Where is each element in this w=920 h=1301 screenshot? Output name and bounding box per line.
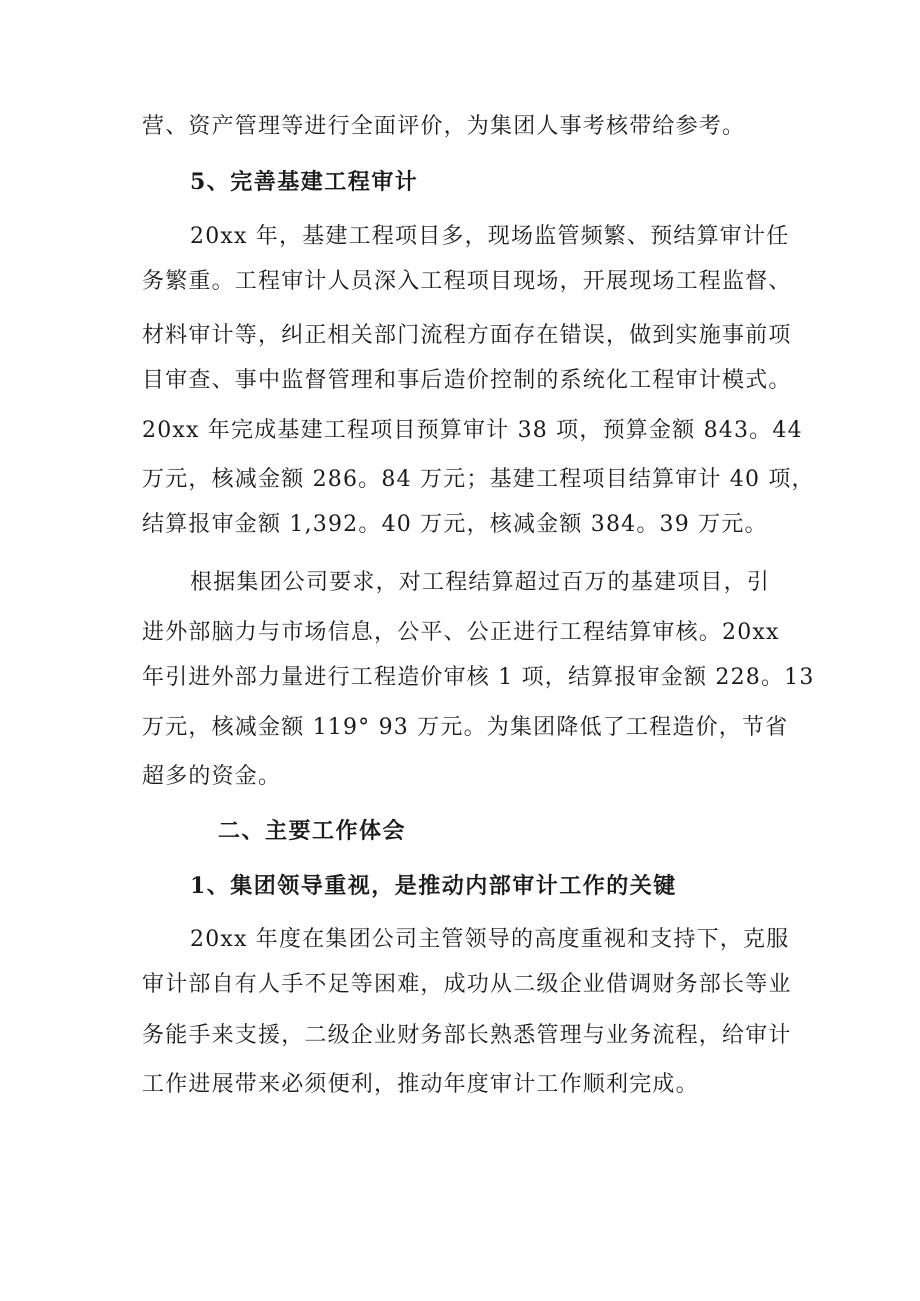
text-line: 万元，核减金额 119° 93 万元。为集团降低了工程造价，节省 xyxy=(142,715,789,740)
section-heading-5: 5、完善基建工程审计 xyxy=(190,169,419,195)
text-line: 务能手来支援，二级企业财务部长熟悉管理与业务流程，给审计 xyxy=(142,1023,792,1048)
text-line: 万元，核减金额 286。84 万元；基建工程项目结算审计 40 项， xyxy=(142,467,815,492)
text-line: 营、资产管理等进行全面评价，为集团人事考核带给参考。 xyxy=(142,114,746,139)
text-line: 材料审计等，纠正相关部门流程方面存在错误，做到实施事前项 xyxy=(142,323,792,348)
text-line: 根据集团公司要求，对工程结算超过百万的基建项目，引 xyxy=(190,570,771,595)
section-heading-2: 二、主要工作体会 xyxy=(218,818,407,844)
text-line: 20xx 年度在集团公司主管领导的高度重视和支持下，克服 xyxy=(190,927,790,952)
text-line: 目审查、事中监督管理和事后造价控制的系统化工程审计模式。 xyxy=(142,368,792,393)
text-line: 年引进外部力量进行工程造价审核 1 项，结算报审金额 228。13 xyxy=(142,665,815,690)
text-line: 工作进展带来必须便利，推动年度审计工作顺利完成。 xyxy=(142,1072,699,1097)
text-line: 进外部脑力与市场信息，公平、公正进行工程结算审核。20xx xyxy=(142,620,780,645)
text-line: 务繁重。工程审计人员深入工程项目现场，开展现场工程监督、 xyxy=(142,269,792,294)
subsection-heading-1: 1、集团领导重视，是推动内部审计工作的关键 xyxy=(190,873,677,899)
text-line: 审计部自有人手不足等困难，成功从二级企业借调财务部长等业 xyxy=(142,972,792,997)
text-line: 20xx 年，基建工程项目多，现场监管频繁、预结算审计任 xyxy=(190,224,790,249)
text-line: 超多的资金。 xyxy=(142,764,282,789)
text-line: 结算报审金额 1,392。40 万元，核减金额 384。39 万元。 xyxy=(142,512,768,537)
text-line: 20xx 年完成基建工程项目预算审计 38 项，预算金额 843。44 xyxy=(142,418,803,443)
